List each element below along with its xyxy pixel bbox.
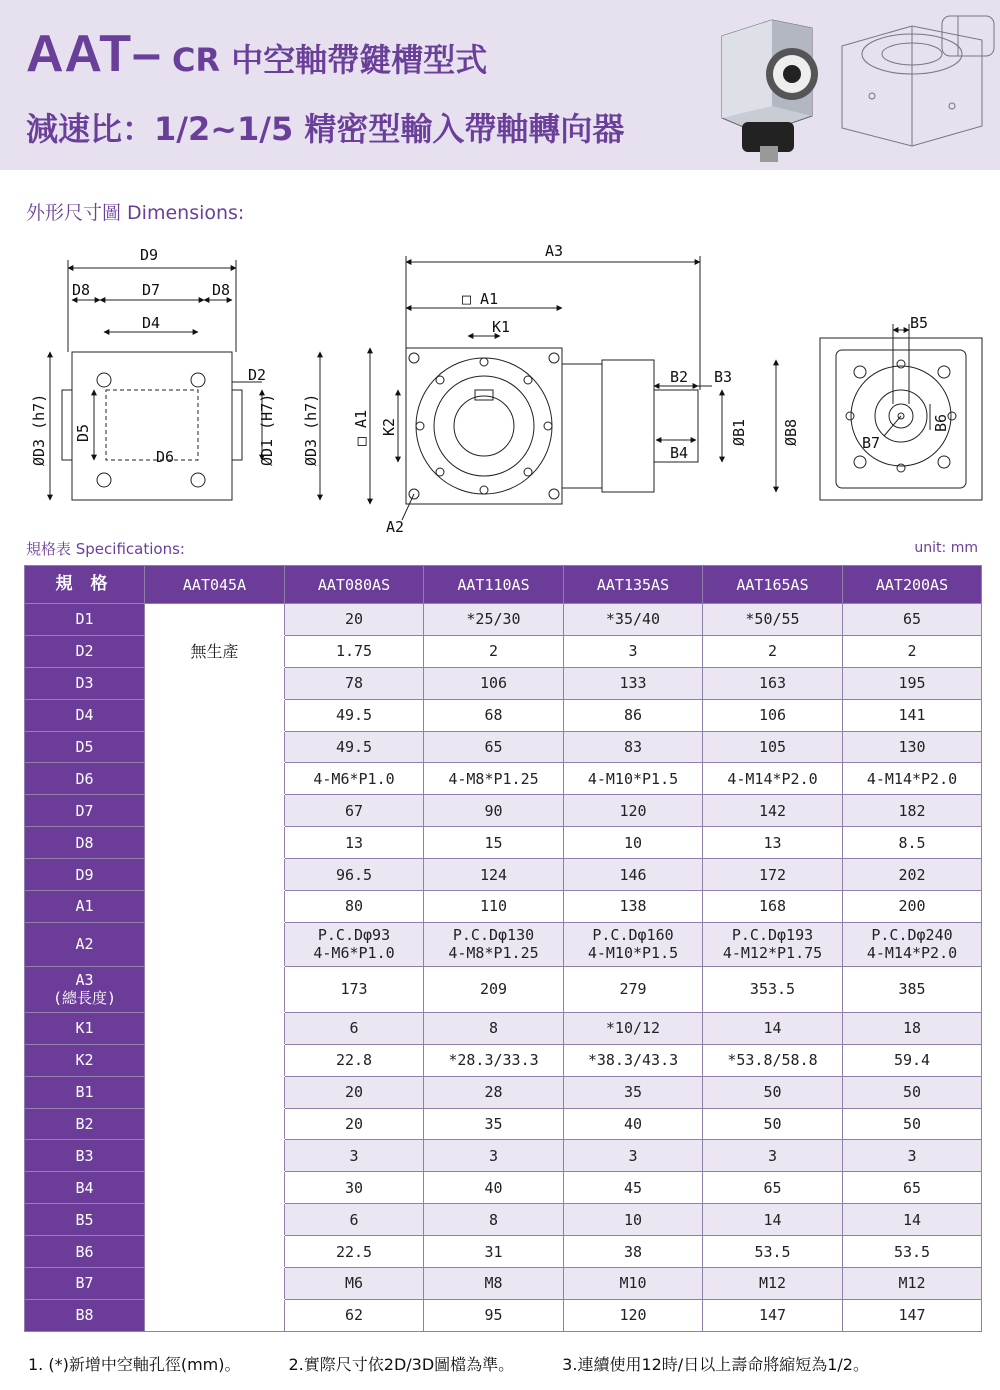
title-description: CR 中空軸帶鍵槽型式 (171, 41, 488, 79)
spec-cell: 200 (843, 891, 982, 923)
model-header: AAT045A (145, 566, 285, 604)
table-row (25, 1076, 982, 1108)
right-view-labels (862, 314, 950, 452)
dimension-drawings (0, 240, 1000, 540)
housing-outline (72, 352, 232, 500)
title-model: AAT (26, 25, 133, 83)
row-label: B7 (25, 1268, 145, 1300)
row-label: D6 (25, 763, 145, 795)
spec-cell: M12 (703, 1268, 843, 1300)
table-row (25, 827, 982, 859)
label-d3-right: ØD3 (h7) (302, 393, 320, 466)
spec-cell (424, 922, 564, 966)
spec-cell: 124 (424, 859, 564, 891)
row-label: A2 (25, 922, 145, 966)
label-b5: B5 (910, 314, 929, 332)
spec-cell-line: 4-M14*P2.0 (866, 944, 958, 963)
corner-label: 規 格 (25, 566, 145, 604)
not-produced-cell (145, 763, 285, 795)
table-row (25, 1108, 982, 1140)
spec-cell: 3 (285, 1140, 424, 1172)
spec-cell: 40 (564, 1108, 703, 1140)
table-row (25, 635, 982, 667)
row-label: B1 (25, 1076, 145, 1108)
not-produced-cell (145, 667, 285, 699)
label-d3-left: ØD3 (h7) (30, 393, 48, 466)
not-produced-label: 無生產 (190, 641, 239, 661)
row-label: A1 (25, 891, 145, 923)
product-photo (712, 6, 1000, 166)
label-a3: A3 (545, 242, 564, 260)
right-view-drawing (820, 324, 982, 500)
spec-cell: 80 (285, 891, 424, 923)
label-d9: D9 (140, 246, 159, 264)
center-view-drawing (370, 256, 776, 520)
spec-cell: 6 (285, 1204, 424, 1236)
spec-cell: *53.8/58.8 (703, 1044, 843, 1076)
label-d1: ØD1 (H7) (258, 393, 276, 466)
row-label-line: (總長度) (52, 989, 117, 1008)
spec-cell: 22.8 (285, 1044, 424, 1076)
spec-cell: 2 (424, 635, 564, 667)
spec-cell: 120 (564, 795, 703, 827)
spec-cell: M8 (424, 1268, 564, 1300)
spec-cell: 50 (843, 1108, 982, 1140)
spec-cell: 13 (285, 827, 424, 859)
label-d2: D2 (248, 366, 267, 384)
label-a1-top: □ A1 (462, 290, 499, 308)
specifications-heading: 規格表 Specifications: (26, 540, 185, 558)
row-label: D1 (25, 604, 145, 636)
footnote-3: 3.連續使用12時/日以上壽命將縮短為1/2。 (562, 1355, 869, 1374)
specifications-table (24, 565, 982, 1332)
spec-cell: 38 (564, 1236, 703, 1268)
spec-cell: 20 (285, 1076, 424, 1108)
left-view-labels (30, 246, 320, 466)
spec-cell: 3 (564, 1140, 703, 1172)
label-d7: D7 (142, 281, 161, 299)
spec-cell-line: P.C.Dφ93 (317, 926, 391, 945)
spec-cell: 31 (424, 1236, 564, 1268)
spec-cell: 86 (564, 699, 703, 731)
label-b3: B3 (714, 368, 733, 386)
spec-cell: 20 (285, 604, 424, 636)
not-produced-cell (145, 731, 285, 763)
spec-cell: 163 (703, 667, 843, 699)
label-k1: K1 (492, 318, 511, 336)
header-band (0, 0, 1000, 170)
not-produced-cell (145, 827, 285, 859)
spec-cell: 22.5 (285, 1236, 424, 1268)
spec-cell: 4-M14*P2.0 (703, 763, 843, 795)
label-a2: A2 (386, 518, 405, 536)
spec-cell: 279 (564, 966, 703, 1012)
label-d8-right: D8 (212, 281, 231, 299)
spec-cell: 30 (285, 1172, 424, 1204)
spec-cell: 35 (424, 1108, 564, 1140)
spec-cell: 3 (703, 1140, 843, 1172)
spec-cell: 4-M8*P1.25 (424, 763, 564, 795)
spec-cell: 110 (424, 891, 564, 923)
spec-cell: 106 (424, 667, 564, 699)
not-produced-cell (145, 795, 285, 827)
dimensions-heading: 外形尺寸圖 Dimensions: (26, 202, 245, 224)
spec-cell: 40 (424, 1172, 564, 1204)
spec-cell: 53.5 (843, 1236, 982, 1268)
spec-cell: 65 (843, 604, 982, 636)
row-label: D7 (25, 795, 145, 827)
row-label: K1 (25, 1012, 145, 1044)
row-label-line: A3 (75, 971, 94, 990)
spec-cell: 83 (564, 731, 703, 763)
spec-cell-line: P.C.Dφ193 (731, 926, 814, 945)
model-header: AAT200AS (843, 566, 982, 604)
model-header: AAT165AS (703, 566, 843, 604)
spec-cell: 28 (424, 1076, 564, 1108)
footnote-1: 1. (*)新增中空軸孔徑(mm)。 (28, 1355, 241, 1374)
spec-cell: 8 (424, 1204, 564, 1236)
spec-cell: 142 (703, 795, 843, 827)
spec-cell: 49.5 (285, 699, 424, 731)
table-row (25, 731, 982, 763)
table-header-row (25, 566, 982, 604)
table-row (25, 859, 982, 891)
not-produced-cell (145, 1204, 285, 1236)
spec-cell: 90 (424, 795, 564, 827)
not-produced-cell (145, 1172, 285, 1204)
spec-cell: 168 (703, 891, 843, 923)
not-produced-cell (145, 1044, 285, 1076)
spec-cell: 147 (703, 1299, 843, 1331)
table-row (25, 1204, 982, 1236)
spec-cell: 13 (703, 827, 843, 859)
spec-cell (843, 922, 982, 966)
spec-cell: 78 (285, 667, 424, 699)
page-title (26, 24, 487, 84)
spec-cell: *25/30 (424, 604, 564, 636)
model-header: AAT135AS (564, 566, 703, 604)
not-produced-cell (145, 1299, 285, 1331)
spec-cell: 182 (843, 795, 982, 827)
spec-cell: 120 (564, 1299, 703, 1331)
not-produced-cell (145, 1236, 285, 1268)
spec-cell-line: 4-M8*P1.25 (448, 944, 539, 963)
spec-cell: 14 (703, 1012, 843, 1044)
row-label: D2 (25, 635, 145, 667)
spec-cell: *28.3/33.3 (424, 1044, 564, 1076)
spec-cell: *50/55 (703, 604, 843, 636)
title-dash: – (132, 25, 162, 83)
spec-cell (285, 922, 424, 966)
spec-cell-line: 4-M6*P1.0 (313, 944, 395, 963)
row-label: D8 (25, 827, 145, 859)
spec-cell: 14 (703, 1204, 843, 1236)
table-row (25, 1044, 982, 1076)
table-row (25, 1268, 982, 1300)
spec-cell: 133 (564, 667, 703, 699)
spec-cell: 62 (285, 1299, 424, 1331)
spec-cell: 2 (843, 635, 982, 667)
label-b8: ØB8 (782, 418, 800, 446)
label-b4: B4 (670, 444, 689, 462)
row-label: D9 (25, 859, 145, 891)
spec-cell-line: 4-M12*P1.75 (722, 944, 823, 963)
spec-cell: 2 (703, 635, 843, 667)
label-d5: D5 (74, 423, 92, 442)
not-produced-cell (145, 859, 285, 891)
table-row (25, 966, 982, 1012)
spec-cell-line: P.C.Dφ160 (592, 926, 674, 945)
spec-cell: 65 (703, 1172, 843, 1204)
spec-cell: 50 (843, 1076, 982, 1108)
not-produced-cell (145, 966, 285, 1012)
spec-cell: 8.5 (843, 827, 982, 859)
table-row (25, 1012, 982, 1044)
gearbox-photo-icon (722, 20, 818, 162)
not-produced-cell (145, 1076, 285, 1108)
spec-cell: 18 (843, 1012, 982, 1044)
spec-cell: 202 (843, 859, 982, 891)
not-produced-cell (145, 1268, 285, 1300)
spec-cell: 146 (564, 859, 703, 891)
spec-cell: 138 (564, 891, 703, 923)
spec-cell: 95 (424, 1299, 564, 1331)
spec-cell: 209 (424, 966, 564, 1012)
label-d4: D4 (142, 314, 161, 332)
label-b6: B6 (932, 413, 950, 432)
spec-cell: M6 (285, 1268, 424, 1300)
table-row (25, 763, 982, 795)
left-view-drawing (50, 260, 320, 500)
spec-cell: 6 (285, 1012, 424, 1044)
table-row (25, 699, 982, 731)
spec-cell: 172 (703, 859, 843, 891)
row-label: B5 (25, 1204, 145, 1236)
spec-cell (564, 922, 703, 966)
spec-cell: 53.5 (703, 1236, 843, 1268)
table-row (25, 604, 982, 636)
row-label: B2 (25, 1108, 145, 1140)
label-b1: ØB1 (730, 418, 748, 446)
footnotes (28, 1352, 917, 1375)
spec-cell: *38.3/43.3 (564, 1044, 703, 1076)
spec-cell: 50 (703, 1076, 843, 1108)
spec-cell: 10 (564, 1204, 703, 1236)
spec-cell: 65 (424, 731, 564, 763)
center-view-labels (352, 242, 800, 536)
table-row (25, 1140, 982, 1172)
label-d6: D6 (156, 448, 175, 466)
table-row (25, 922, 982, 966)
spec-cell: 35 (564, 1076, 703, 1108)
spec-cell: M10 (564, 1268, 703, 1300)
not-produced-cell (145, 635, 285, 667)
row-label: D4 (25, 699, 145, 731)
spec-cell: *10/12 (564, 1012, 703, 1044)
spec-cell-line: 4-M10*P1.5 (587, 944, 679, 963)
not-produced-cell (145, 1108, 285, 1140)
spec-cell: 45 (564, 1172, 703, 1204)
gearbox-line-drawing-icon (842, 16, 994, 146)
page-subtitle: 減速比：1/2~1/5 精密型輸入帶軸轉向器 (26, 110, 625, 148)
spec-cell: 67 (285, 795, 424, 827)
label-b2: B2 (670, 368, 689, 386)
spec-cell-line: P.C.Dφ240 (871, 926, 953, 945)
not-produced-cell (145, 1140, 285, 1172)
spec-cell: 4-M14*P2.0 (843, 763, 982, 795)
not-produced-cell (145, 1012, 285, 1044)
row-label: B6 (25, 1236, 145, 1268)
spec-cell: 59.4 (843, 1044, 982, 1076)
not-produced-cell (145, 604, 285, 636)
spec-cell: 4-M6*P1.0 (285, 763, 424, 795)
table-row (25, 667, 982, 699)
row-label (25, 966, 145, 1012)
row-label: D5 (25, 731, 145, 763)
row-label: D3 (25, 667, 145, 699)
table-row (25, 1299, 982, 1331)
spec-cell: 15 (424, 827, 564, 859)
spec-cell (703, 922, 843, 966)
model-header: AAT110AS (424, 566, 564, 604)
spec-cell-line: P.C.Dφ130 (452, 926, 535, 945)
table-row (25, 795, 982, 827)
spec-cell: 141 (843, 699, 982, 731)
spec-cell: 195 (843, 667, 982, 699)
spec-cell: 10 (564, 827, 703, 859)
footnote-2: 2.實際尺寸依2D/3D圖檔為準。 (288, 1355, 515, 1374)
spec-cell: 68 (424, 699, 564, 731)
unit-label: unit: mm (914, 540, 978, 556)
row-label: B3 (25, 1140, 145, 1172)
label-a1-side: □ A1 (352, 409, 370, 446)
row-label: B4 (25, 1172, 145, 1204)
spec-cell: 106 (703, 699, 843, 731)
not-produced-cell (145, 922, 285, 966)
spec-cell: 4-M10*P1.5 (564, 763, 703, 795)
spec-cell: 96.5 (285, 859, 424, 891)
spec-cell: 353.5 (703, 966, 843, 1012)
spec-cell: 173 (285, 966, 424, 1012)
row-label: K2 (25, 1044, 145, 1076)
spec-cell: 130 (843, 731, 982, 763)
spec-cell: 3 (564, 635, 703, 667)
row-label: B8 (25, 1299, 145, 1331)
label-k2: K2 (380, 417, 398, 436)
spec-cell: 3 (843, 1140, 982, 1172)
spec-cell: 8 (424, 1012, 564, 1044)
not-produced-cell (145, 699, 285, 731)
label-d8-left: D8 (72, 281, 91, 299)
table-row (25, 1172, 982, 1204)
table-row (25, 1236, 982, 1268)
spec-cell: 20 (285, 1108, 424, 1140)
model-header: AAT080AS (285, 566, 424, 604)
spec-cell: M12 (843, 1268, 982, 1300)
label-b7: B7 (862, 434, 881, 452)
spec-cell: *35/40 (564, 604, 703, 636)
spec-cell: 3 (424, 1140, 564, 1172)
spec-cell: 385 (843, 966, 982, 1012)
table-row (25, 891, 982, 923)
spec-cell: 1.75 (285, 635, 424, 667)
spec-cell: 147 (843, 1299, 982, 1331)
spec-cell: 65 (843, 1172, 982, 1204)
spec-cell: 14 (843, 1204, 982, 1236)
spec-cell: 105 (703, 731, 843, 763)
spec-cell: 50 (703, 1108, 843, 1140)
not-produced-cell (145, 891, 285, 923)
spec-cell: 49.5 (285, 731, 424, 763)
